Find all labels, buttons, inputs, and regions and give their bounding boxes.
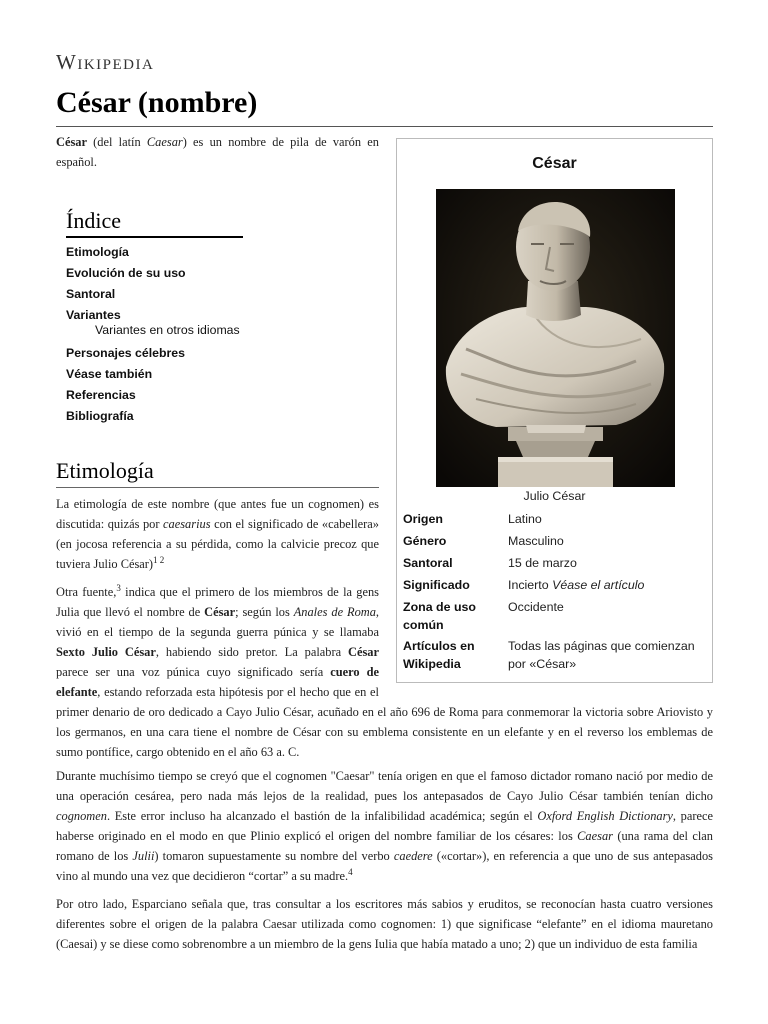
toc-item-etimologia[interactable]: Etimología [66,245,129,259]
p3-text-c: . Este error incluso ha alcanzado el bastión de la infalibilidad académica; según el [106,809,538,823]
p2-text-j: parece ser una voz púnica cuyo significado sería [56,665,331,679]
p3-text-i: ) tomaron supuestamente su nombre del verbo [154,849,394,863]
p3-italic-julii: Julii [132,849,155,863]
p3-text-k: («cortar»), en referencia a que uno de sus antepasados vino al mundo una vez que decidieron “cortar” a su madre. [56,849,714,883]
p2-bold-cuero: cuero de elefante [56,665,380,699]
p1-text-c: con el significado de «cabellera» (en jocosa referencia a su pérdida, como la calvicie precoz que tuviera Julio César) [56,517,379,571]
page-title: César (nombre) [56,86,258,119]
toc-item-vease[interactable]: Véase también [66,367,153,381]
infobox-value-articulos[interactable]: Todas las páginas que comienzan por «César» [508,639,695,671]
intro-latin: Caesar [146,135,183,149]
infobox-row-genero [403,532,703,552]
p2-text-l: , estando reforzada esta hipótesis por el hecho que en el primer denario de oro dedicado a Cayo Julio César, acuñado en el año 696 de Roma para conmemorar la victoria sobre Ariovisto y los germanos, en una cara tiene el nombre de César con su emblema consistente en un elefante y en el reverso los emblemas de sumo pontífice, cargo obtenido en el año 63 a. C. [56,685,713,759]
p2-text-f: , vivió en el tiempo de la segunda guerra púnica y se llamaba [56,605,380,639]
wikipedia-logo[interactable]: Wikipedia [56,50,155,74]
section-heading-etimologia: Etimología [56,458,154,483]
p3-italic-caesar: Caesar [577,829,613,843]
p2-text-b: indica que el primero de los miembros de la gens Julia que llevó el nombre de [56,585,380,619]
infobox-value-zona: Occidente [508,600,564,614]
significado-link[interactable]: Véase el artículo [552,578,645,592]
reference-link-4[interactable]: 4 [348,866,353,877]
infobox-label-articulos: Artículos en Wikipedia [403,639,475,671]
infobox-row-zona [403,598,703,636]
etimologia-paragraph-3 [56,766,713,886]
intro-text-2: ) es un nombre de pila de varón en español. [56,135,379,169]
toc-item-variantes[interactable]: Variantes [66,308,121,322]
toc-item-evolucion[interactable]: Evolución de su uso [66,266,186,280]
infobox-value-genero: Masculino [508,534,564,548]
p3-italic-caedere: caedere [393,849,433,863]
p3-italic-oed: Oxford English Dictionary [537,809,673,823]
infobox-value-santoral: 15 de marzo [508,556,577,570]
caesar-bust-image[interactable] [436,189,675,487]
significado-text: Incierto [508,578,553,592]
p3-italic-cognomen: cognomen [56,809,107,823]
p2-bold-cesar: César [204,605,236,619]
intro-paragraph [56,132,379,172]
infobox-row-significado [403,576,703,596]
infobox [396,138,713,683]
p3-text-e: , parece haberse originado en el modo en que Plinio explicó el origen del nombre familiar de los césares: los [56,809,713,843]
infobox-row-articulos [403,637,703,675]
intro-text-1: (del latín [86,135,147,149]
infobox-value-significado [508,576,708,594]
p2-bold-cesar-2: César [348,645,379,659]
infobox-label-significado: Significado [403,578,470,592]
p1-italic: caesarius [163,517,211,531]
infobox-image-caption: Julio César [523,489,586,503]
p1-text-a: La etimología de este nombre (que antes fue un cognomen) es discutida: quizás por [56,497,379,531]
reference-link-3[interactable]: 3 [116,582,121,593]
infobox-label-origen: Origen [403,512,443,526]
infobox-row-santoral [403,554,703,574]
toc-item-referencias[interactable]: Referencias [66,388,136,402]
table-of-contents [66,208,326,427]
infobox-label-santoral: Santoral [403,556,453,570]
infobox-row-origen [403,510,703,530]
p2-text-a: Otra fuente, [56,585,117,599]
p2-bold-sexto: Sexto Julio César [56,645,156,659]
toc-item-santoral[interactable]: Santoral [66,287,116,301]
infobox-label-zona: Zona de uso común [403,600,476,632]
p2-text-d: ; según los [235,605,294,619]
p2-text-h: , habiendo sido pretor. La palabra [155,645,349,659]
toc-item-personajes[interactable]: Personajes célebres [66,346,185,360]
toc-title: Índice [66,208,243,238]
infobox-value-origen: Latino [508,512,542,526]
etimologia-paragraph-4: Por otro lado, Esparciano señala que, tras consultar a los escritores más sabios y eruditos, se reconocían hasta cuatro versiones diferentes sobre el origen de la palabra Caesar utilizada como cognomen: 1) que significase “elefante” en el idioma mauretano (Caesai) y se diese como sobrenombre a un miembro de la gens Iulia que había matado a uno; 2) que un individuo de esta familia [56,897,713,951]
infobox-title: César [532,155,577,172]
p2-italic-anales: Anales de Roma [293,605,376,619]
etimologia-paragraph-1 [56,494,379,574]
toc-item-bibliografia[interactable]: Bibliografía [66,409,134,423]
infobox-label-genero: Género [403,534,447,548]
title-divider [56,126,713,127]
section-divider [56,487,379,488]
intro-term: César [56,135,87,149]
reference-link-1-2[interactable]: 1 2 [153,554,165,565]
toc-subitem-variantes-idiomas[interactable]: Variantes en otros idiomas [95,323,240,337]
p3-text-a: Durante muchísimo tiempo se creyó que el cognomen "Caesar" tenía origen en que el famoso dictador romano nació por medio de una operación cesárea, pero nada más lejos de la realidad, pues los antepasados de Cayo Julio César también tenían dicho [56,769,713,803]
p3-text-g: (una rama del clan romano de los [56,829,714,863]
